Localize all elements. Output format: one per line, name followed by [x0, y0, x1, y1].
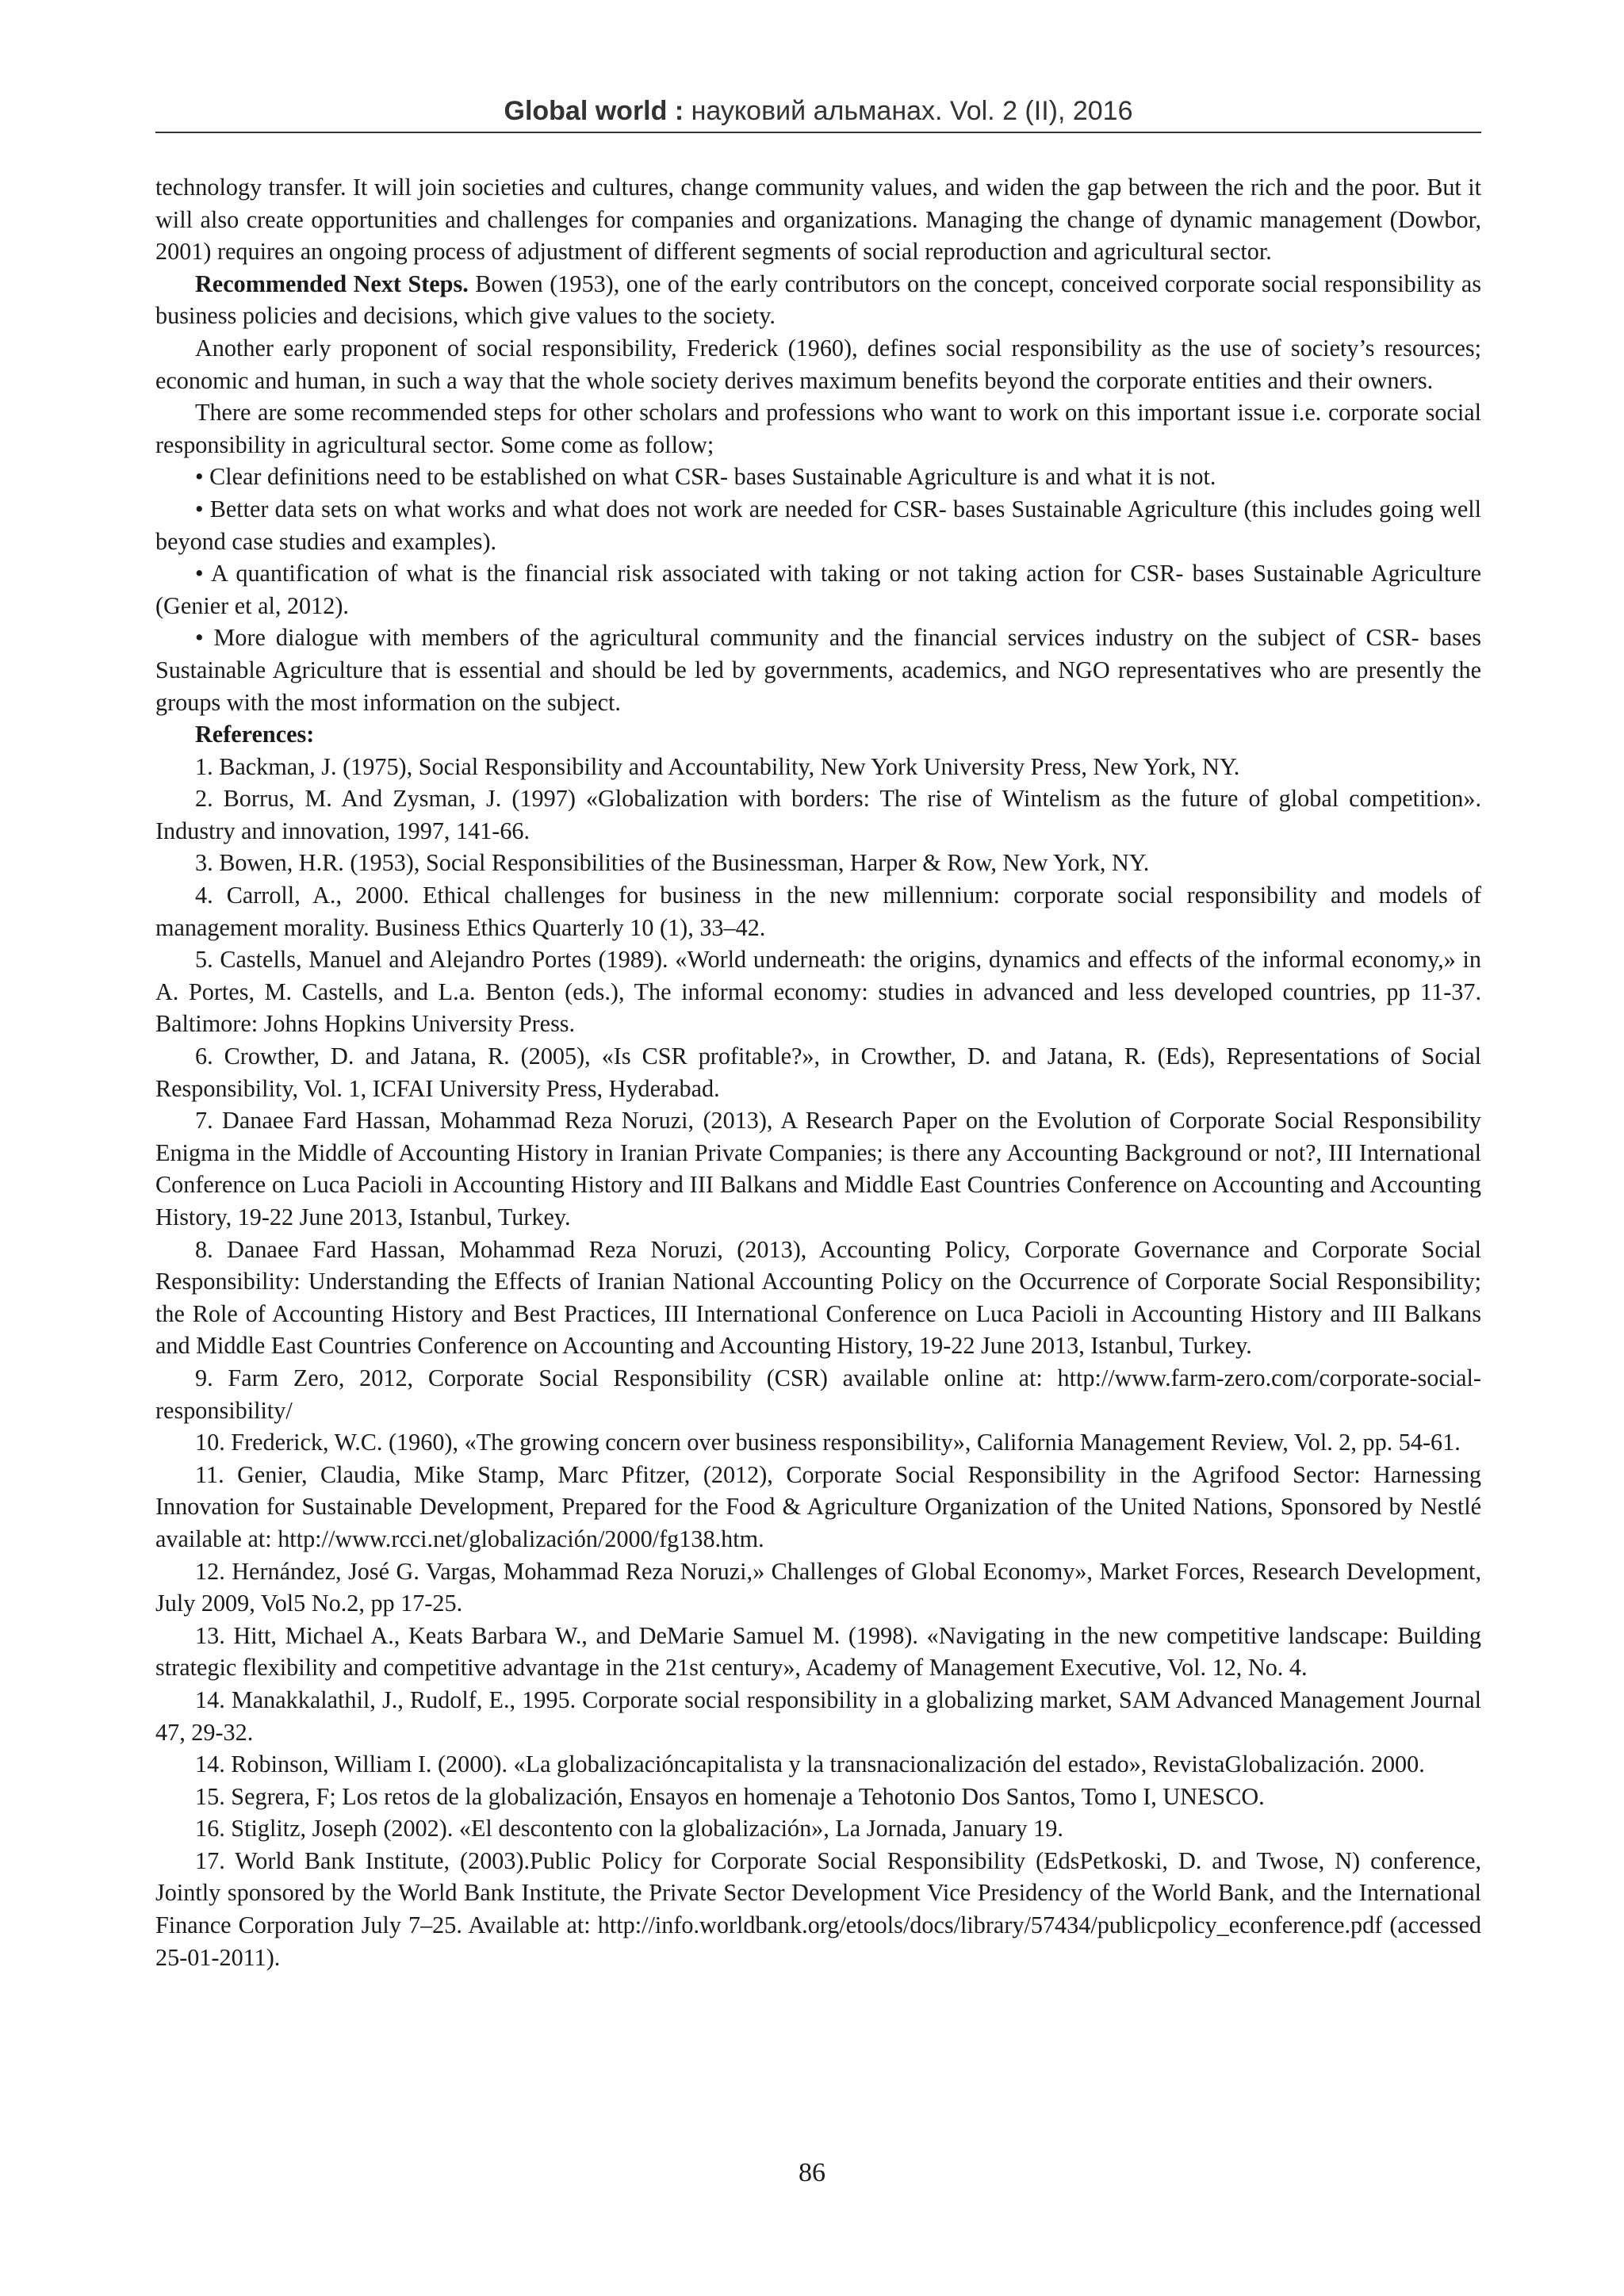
bullet-item: • A quantification of what is the financial risk associated with taking or not taking action for CSR- bases Sustainable Agriculture (Genier et al, 2012). [155, 560, 1481, 619]
reference-item: 5. Castells, Manuel and Alejandro Portes (1989). «World underneath: the origins, dynamics and effects of the informal economy,» in A. Portes, M. Castells, and L.a. Benton (eds.), The informal economy: studies in advanced and less developed countries, pp 11-37. Baltimore: Johns Hopkins University Press. [155, 946, 1481, 1038]
reference-item: 17. World Bank Institute, (2003).Public Policy for Corporate Social Responsibility (EdsPetkoski, D. and Twose, N) conference, Jointly sponsored by the World Bank Institute, the Private Sector Development Vice Presidency of the World Bank, and the International Finance Corporation July 7–25. Available at: http://info.worldbank.org/etools/docs/library/57434/publicpolicy_econference.pdf (accessed 25-01-2011). [155, 1846, 1481, 1971]
reference-item: 6. Crowther, D. and Jatana, R. (2005), «Is CSR profitable?», in Crowther, D. and Jatana, R. (Eds), Representations of Social Responsibility, Vol. 1, ICFAI University Press, Hyderabad. [155, 1043, 1481, 1102]
article-body [155, 171, 1481, 1973]
body-paragraph [155, 268, 1481, 332]
page-number: 86 [799, 2158, 825, 2187]
reference-item: 11. Genier, Claudia, Mike Stamp, Marc Pfitzer, (2012), Corporate Social Responsibility in the Agrifood Sector: Harnessing Innovation for Sustainable Development, Prepared for the Food & Agriculture Organization of the United Nations, Sponsored by Nestlé available at: http://www.rcci.net/globalización/2000/fg138.htm. [155, 1460, 1481, 1552]
reference-item: 8. Danaee Fard Hassan, Mohammad Reza Noruzi, (2013), Accounting Policy, Corporate Governance and Corporate Social Responsibility: Understanding the Effects of Iranian National Accounting Policy on the Occurrence of Corporate Social Responsibility; the Role of Accounting History and Best Practices, III International Conference on Luca Pacioli in Accounting History and III Balkans and Middle East Countries Conference on Accounting and Accounting History, 19-22 June 2013, Istanbul, Turkey. [155, 1235, 1481, 1360]
references-list [155, 751, 1481, 1974]
references-heading: References: [195, 721, 315, 748]
running-header [155, 94, 1481, 133]
reference-item: 16. Stiglitz, Joseph (2002). «El descontento con la globalización», La Jornada, January 19. [195, 1815, 1063, 1843]
body-paragraph: technology transfer. It will join societies and cultures, change community values, and widen the gap between the rich and the poor. But it will also create opportunities and challenges for companies and organizations. Managing the change of dynamic management (Dowbor, 2001) requires an ongoing process of adjustment of different segments of social reproduction and agricultural sector. [155, 174, 1481, 266]
reference-item: 14. Manakkalathil, J., Rudolf, E., 1995. Corporate social responsibility in a globalizing market, SAM Advanced Management Journal 47, 29-32. [155, 1686, 1481, 1746]
reference-item: 13. Hitt, Michael A., Keats Barbara W., and DeMarie Samuel M. (1998). «Navigating in the new competitive landscape: Building strategic flexibility and competitive advantage in the 21st century», Academy of Management Executive, Vol. 12, No. 4. [155, 1621, 1481, 1682]
bullet-item: • Clear definitions need to be established on what CSR- bases Sustainable Agriculture is and what it is not. [195, 463, 1216, 491]
reference-item: 4. Carroll, A., 2000. Ethical challenges for business in the new millennium: corporate social responsibility and models of management morality. Business Ethics Quarterly 10 (1), 33–42. [155, 882, 1481, 941]
reference-item: 15. Segrera, F; Los retos de la globalización, Ensayos en homenaje a Tehotonio Dos Santos, Tomo I, UNESCO. [195, 1782, 1265, 1810]
reference-item: 14. Robinson, William I. (2000). «La globalizacióncapitalista y la transnacionalización del estado», RevistaGlobalización. 2000. [195, 1751, 1425, 1778]
reference-item: 3. Bowen, H.R. (1953), Social Responsibilities of the Businessman, Harper & Row, New York, NY. [195, 849, 1150, 877]
reference-item: 12. Hernández, José G. Vargas, Mohammad Reza Noruzi,» Challenges of Global Economy», Market Forces, Research Development, July 2009, Vol5 No.2, pp 17-25. [155, 1557, 1481, 1617]
bullet-item: • Better data sets on what works and what does not work are needed for CSR- bases Sustainable Agriculture (this includes going well beyond case studies and examples). [155, 495, 1481, 555]
section-heading: Recommended Next Steps. [195, 270, 469, 297]
journal-subtitle: науковий альманах. Vol. 2 (II), 2016 [691, 96, 1133, 126]
reference-item: 9. Farm Zero, 2012, Corporate Social Responsibility (CSR) available online at: http://www.farm-zero.com/corporate-social-responsibility/ [155, 1364, 1481, 1424]
body-paragraph: There are some recommended steps for other scholars and professions who want to work on this important issue i.e. corporate social responsibility in agricultural sector. Some come as follow; [155, 399, 1481, 458]
reference-item: 1. Backman, J. (1975), Social Responsibility and Accountability, New York University Press, New York, NY. [195, 752, 1240, 780]
reference-item: 7. Danaee Fard Hassan, Mohammad Reza Noruzi, (2013), A Research Paper on the Evolution of Corporate Social Responsibility Enigma in the Middle of Accounting History in Iranian Private Companies; is there any Accounting Background or not?, III International Conference on Luca Pacioli in Accounting History and III Balkans and Middle East Countries Conference on Accounting and Accounting History, 19-22 June 2013, Istanbul, Turkey. [155, 1107, 1481, 1230]
bullet-item: • More dialogue with members of the agricultural community and the financial services industry on the subject of CSR- bases Sustainable Agriculture that is essential and should be led by governments, academics, and NGO representatives who are presently the groups with the most information on the subject. [155, 624, 1481, 716]
section-text: Bowen (1953), one of the early contributors on the concept, conceived corporate social responsibility as business policies and decisions, which give values to the society. [155, 270, 1481, 330]
body-paragraph: Another early proponent of social responsibility, Frederick (1960), defines social responsibility as the use of society’s resources; economic and human, in such a way that the whole society derives maximum benefits beyond the corporate entities and their owners. [155, 334, 1481, 394]
reference-item: 2. Borrus, M. And Zysman, J. (1997) «Globalization with borders: The rise of Wintelism as the future of global competition». Industry and innovation, 1997, 141-66. [155, 785, 1481, 844]
reference-item: 10. Frederick, W.C. (1960), «The growing concern over business responsibility», California Management Review, Vol. 2, pp. 54-61. [195, 1429, 1461, 1456]
journal-title: Global world : [504, 96, 684, 126]
